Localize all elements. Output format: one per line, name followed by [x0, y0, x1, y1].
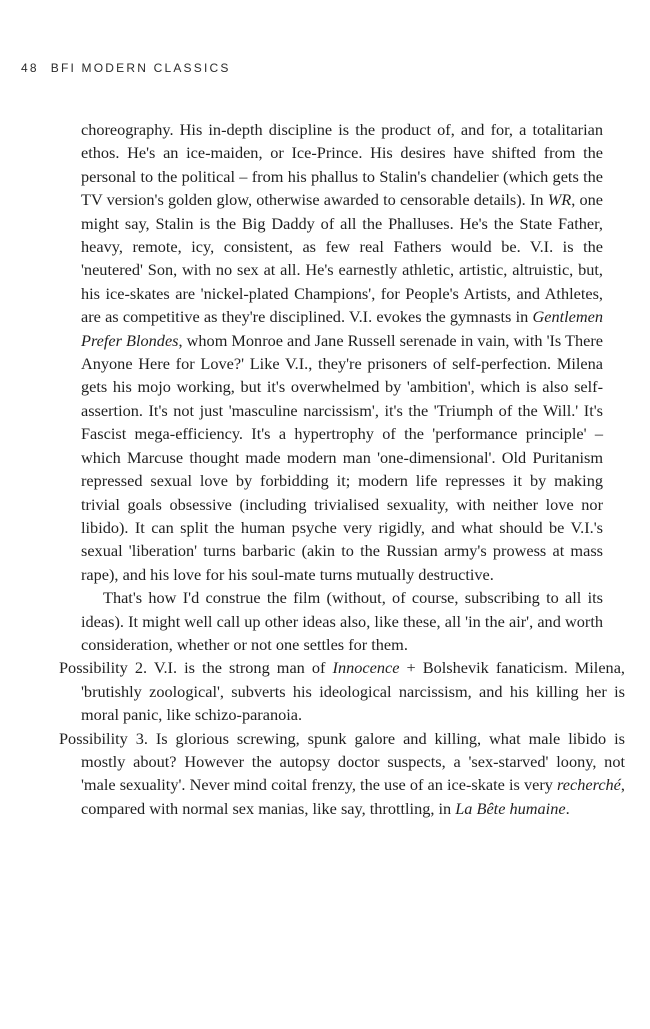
film-title: Gentlemen Prefer Blondes — [81, 307, 603, 350]
running-head — [21, 61, 231, 75]
paragraph: choreography. His in-depth discipline is the product of, and for, a totalitarian ethos. He's an ice-maiden, or Ice-Prince. His desires have shifted from the personal to the political – from his phallus to Stalin's chandelier (which gets the TV version's golden glow, otherwise awarded to censorable details). In WR, one might say, Stalin is the Big Daddy of all the Phalluses. He's the State Father, heavy, remote, icy, consistent, as few real Fathers would be. V.I. is the 'neutered' Son, with no sex at all. He's earnestly athletic, artistic, altruistic, but, his ice-skates are 'nickel-plated Champions', for People's Artists, and Athletes, are as competitive as they're disciplined. V.I. evokes the gymnasts in Gentlemen Prefer Blondes, whom Monroe and Jane Russell serenade in vain, with 'Is There Anyone Here for Love?' Like V.I., they're prisoners of self-perfection. Milena gets his mojo working, but it's overwhelmed by 'ambition', which is also self-assertion. It's not just 'masculine narcissism', it's the 'Triumph of the Will.' It's Fascist mega-efficiency. It's a hypertrophy of the 'performance principle' – which Marcuse thought made modern man 'one-dimensional'. Old Puritanism repressed sexual love by forbidding it; modern life represses it by making trivial goals obsessive (including trivialised sexuality, with neither love nor libido). It can split the human psyche very rigidly, and what should be V.I.'s sexual 'liberation' turns barbaric (akin to the Russian army's prowess at mass rape), and his love for his soul-mate turns mutually destructive. — [81, 120, 604, 584]
film-title: WR — [547, 190, 572, 210]
emphasis: recherché — [557, 775, 621, 795]
body-text — [59, 118, 625, 820]
page-number: 48 — [21, 61, 39, 75]
series-title: BFI MODERN CLASSICS — [50, 61, 231, 75]
paragraph: That's how I'd construe the film (without, of course, subscribing to all its ideas). It might well call up other ideas also, like these, all 'in the air', and worth consideration, whether or not one settles for them. — [81, 588, 603, 654]
emphasis: Innocence — [332, 658, 400, 678]
possibility-3: Possibility 3. Is glorious screwing, spunk galore and killing, what male libido is mostly about? However the autopsy doctor suspects, a 'sex-starved' loony, not 'male sexuality'. Never mind coital frenzy, the use of an ice-skate is very recherché, compared with normal sex manias, like say, throttling, in La Bête humaine. — [59, 728, 625, 818]
possibility-2: Possibility 2. V.I. is the strong man of Innocence + Bolshevik fanaticism. Milena, 'brutishly zoological', subverts his ideological narcissism, and his killing her is moral panic, like schizo-paranoia. — [59, 658, 625, 725]
film-title: La Bête humaine — [455, 798, 566, 818]
